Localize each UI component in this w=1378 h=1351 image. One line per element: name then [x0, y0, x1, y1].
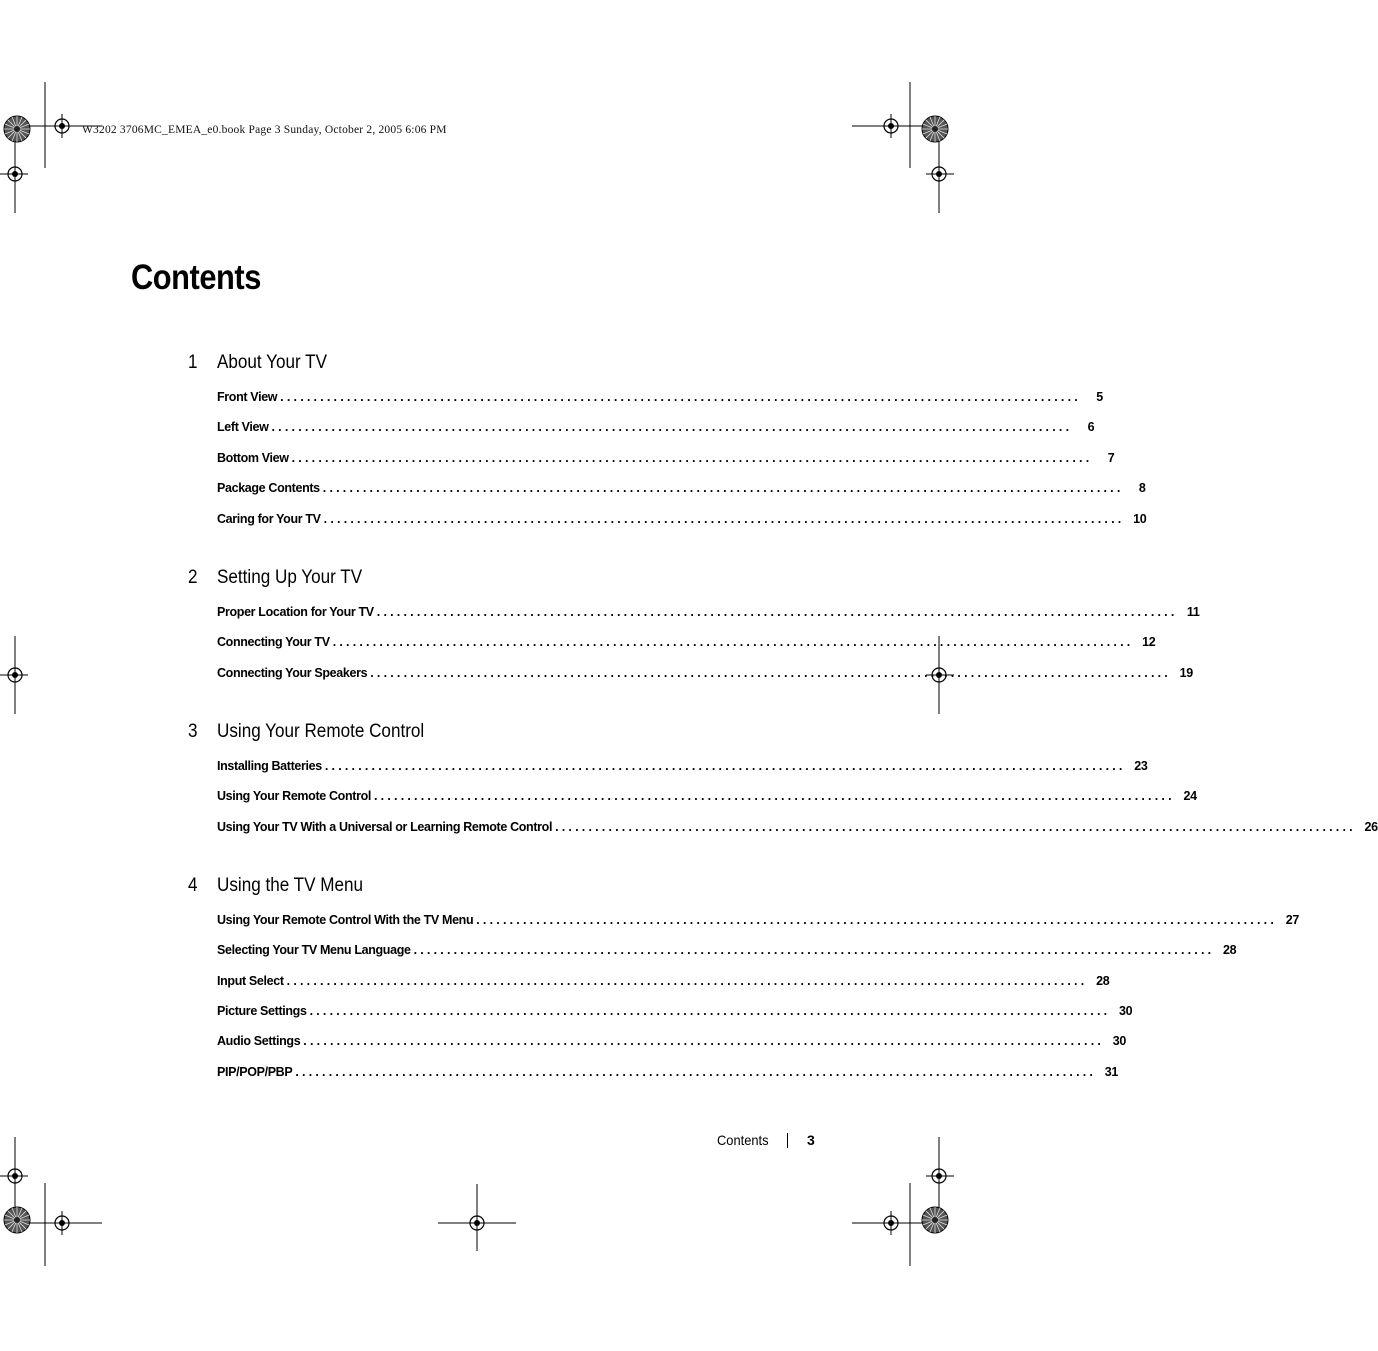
chapter-title[interactable]: Using the TV Menu	[217, 875, 364, 896]
toc-entry-page: 26	[1356, 819, 1378, 835]
chapter-number: 4	[188, 875, 198, 896]
page-title: Contents	[131, 258, 261, 297]
chapter-number: 2	[188, 567, 198, 588]
toc-entry-page: 24	[1175, 788, 1197, 804]
chapter-number: 1	[188, 352, 198, 373]
toc-entry-label: Proper Location for Your TV	[217, 604, 377, 620]
chapter-number: 3	[188, 721, 198, 742]
dot-leader: ........................................................................................................................	[370, 666, 1171, 680]
chapter-title[interactable]: Setting Up Your TV	[217, 567, 363, 588]
toc-entry-page: 10	[1124, 511, 1146, 527]
toc-entry-page: 19	[1171, 665, 1193, 681]
toc-entry-page: 27	[1277, 912, 1299, 928]
toc-entry-page: 31	[1096, 1064, 1118, 1080]
toc-entry-label: Input Select	[217, 973, 287, 989]
toc-entry[interactable]	[217, 788, 1197, 804]
toc-entry[interactable]	[217, 634, 1156, 650]
toc-entry-page: 5	[1081, 389, 1103, 405]
toc-entry-page: 23	[1126, 758, 1148, 774]
toc-entry[interactable]	[217, 942, 1237, 958]
toc-entry-label: Package Contents	[217, 480, 323, 496]
dot-leader: ........................................................................................................................	[303, 1034, 1105, 1048]
toc-entry[interactable]	[217, 419, 1095, 435]
dot-leader: ........................................................................................................................	[324, 759, 1126, 773]
toc-entry-label: Installing Batteries	[217, 758, 325, 774]
toc-entry[interactable]	[217, 450, 1115, 466]
chapter-title[interactable]: About Your TV	[217, 352, 327, 373]
toc-entry[interactable]	[217, 1003, 1133, 1019]
toc-entry-label: Connecting Your Speakers	[217, 665, 370, 681]
toc-entry-label: Caring for Your TV	[217, 511, 324, 527]
toc-entry-label: Left View	[217, 419, 272, 435]
toc-entry[interactable]	[217, 758, 1148, 774]
dot-leader: ........................................................................................................................	[476, 913, 1277, 927]
toc-entry[interactable]	[217, 389, 1103, 405]
dot-leader: ........................................................................................................................	[413, 943, 1215, 957]
dot-leader: ........................................................................................................................	[309, 1004, 1111, 1018]
dot-leader: ........................................................................................................................	[376, 605, 1178, 619]
toc-entry-page: 28	[1214, 942, 1236, 958]
toc-entry-label: Connecting Your TV	[217, 634, 333, 650]
toc-entry-label: Selecting Your TV Menu Language	[217, 942, 414, 958]
dot-leader: ........................................................................................................................	[286, 974, 1088, 988]
toc-entry-label: Using Your Remote Control	[217, 788, 374, 804]
dot-leader: ........................................................................................................................	[322, 481, 1124, 495]
toc-entry-label: PIP/POP/PBP	[217, 1064, 295, 1080]
toc-entry-label: Audio Settings	[217, 1033, 303, 1049]
toc-entry-page: 12	[1133, 634, 1155, 650]
toc-entry-page: 7	[1092, 450, 1114, 466]
toc-entry[interactable]	[217, 1064, 1119, 1080]
toc-entry-page: 11	[1178, 604, 1200, 620]
toc-entry[interactable]	[217, 604, 1200, 620]
dot-leader: ........................................................................................................................	[323, 512, 1125, 526]
toc-entry-page: 28	[1087, 973, 1109, 989]
dot-leader: ........................................................................................................................	[374, 789, 1175, 803]
dot-leader: ........................................................................................................................	[295, 1065, 1097, 1079]
toc-entry[interactable]	[217, 480, 1146, 496]
toc-entry-label: Front View	[217, 389, 280, 405]
footer-page-number: 3	[807, 1132, 815, 1148]
footer-section-label: Contents	[717, 1132, 769, 1148]
toc-entry-label: Using Your TV With a Universal or Learning Remote Control	[217, 819, 555, 835]
toc-entry[interactable]	[217, 912, 1299, 928]
toc-entry-label: Using Your Remote Control With the TV Menu	[217, 912, 476, 928]
toc-entry-page: 30	[1104, 1033, 1126, 1049]
toc-entry[interactable]	[217, 1033, 1127, 1049]
footer-divider	[787, 1133, 788, 1148]
toc-entry-page: 6	[1072, 419, 1094, 435]
toc-entry-label: Bottom View	[217, 450, 292, 466]
toc-entry[interactable]	[217, 511, 1147, 527]
dot-leader: ........................................................................................................................	[271, 420, 1073, 434]
toc-entry[interactable]	[217, 973, 1110, 989]
toc-entry[interactable]	[217, 819, 1378, 835]
dot-leader: ........................................................................................................................	[280, 390, 1081, 404]
chapter-title[interactable]: Using Your Remote Control	[217, 721, 425, 742]
dot-leader: ........................................................................................................................	[555, 820, 1356, 834]
print-slug: W3202 3706MC_EMEA_e0.book Page 3 Sunday, October 2, 2005 6:06 PM	[82, 124, 447, 136]
dot-leader: ........................................................................................................................	[291, 451, 1093, 465]
toc-entry-page: 8	[1124, 480, 1146, 496]
toc-entry-label: Picture Settings	[217, 1003, 310, 1019]
toc-entry-page: 30	[1110, 1003, 1132, 1019]
dot-leader: ........................................................................................................................	[332, 635, 1134, 649]
toc-entry[interactable]	[217, 665, 1193, 681]
